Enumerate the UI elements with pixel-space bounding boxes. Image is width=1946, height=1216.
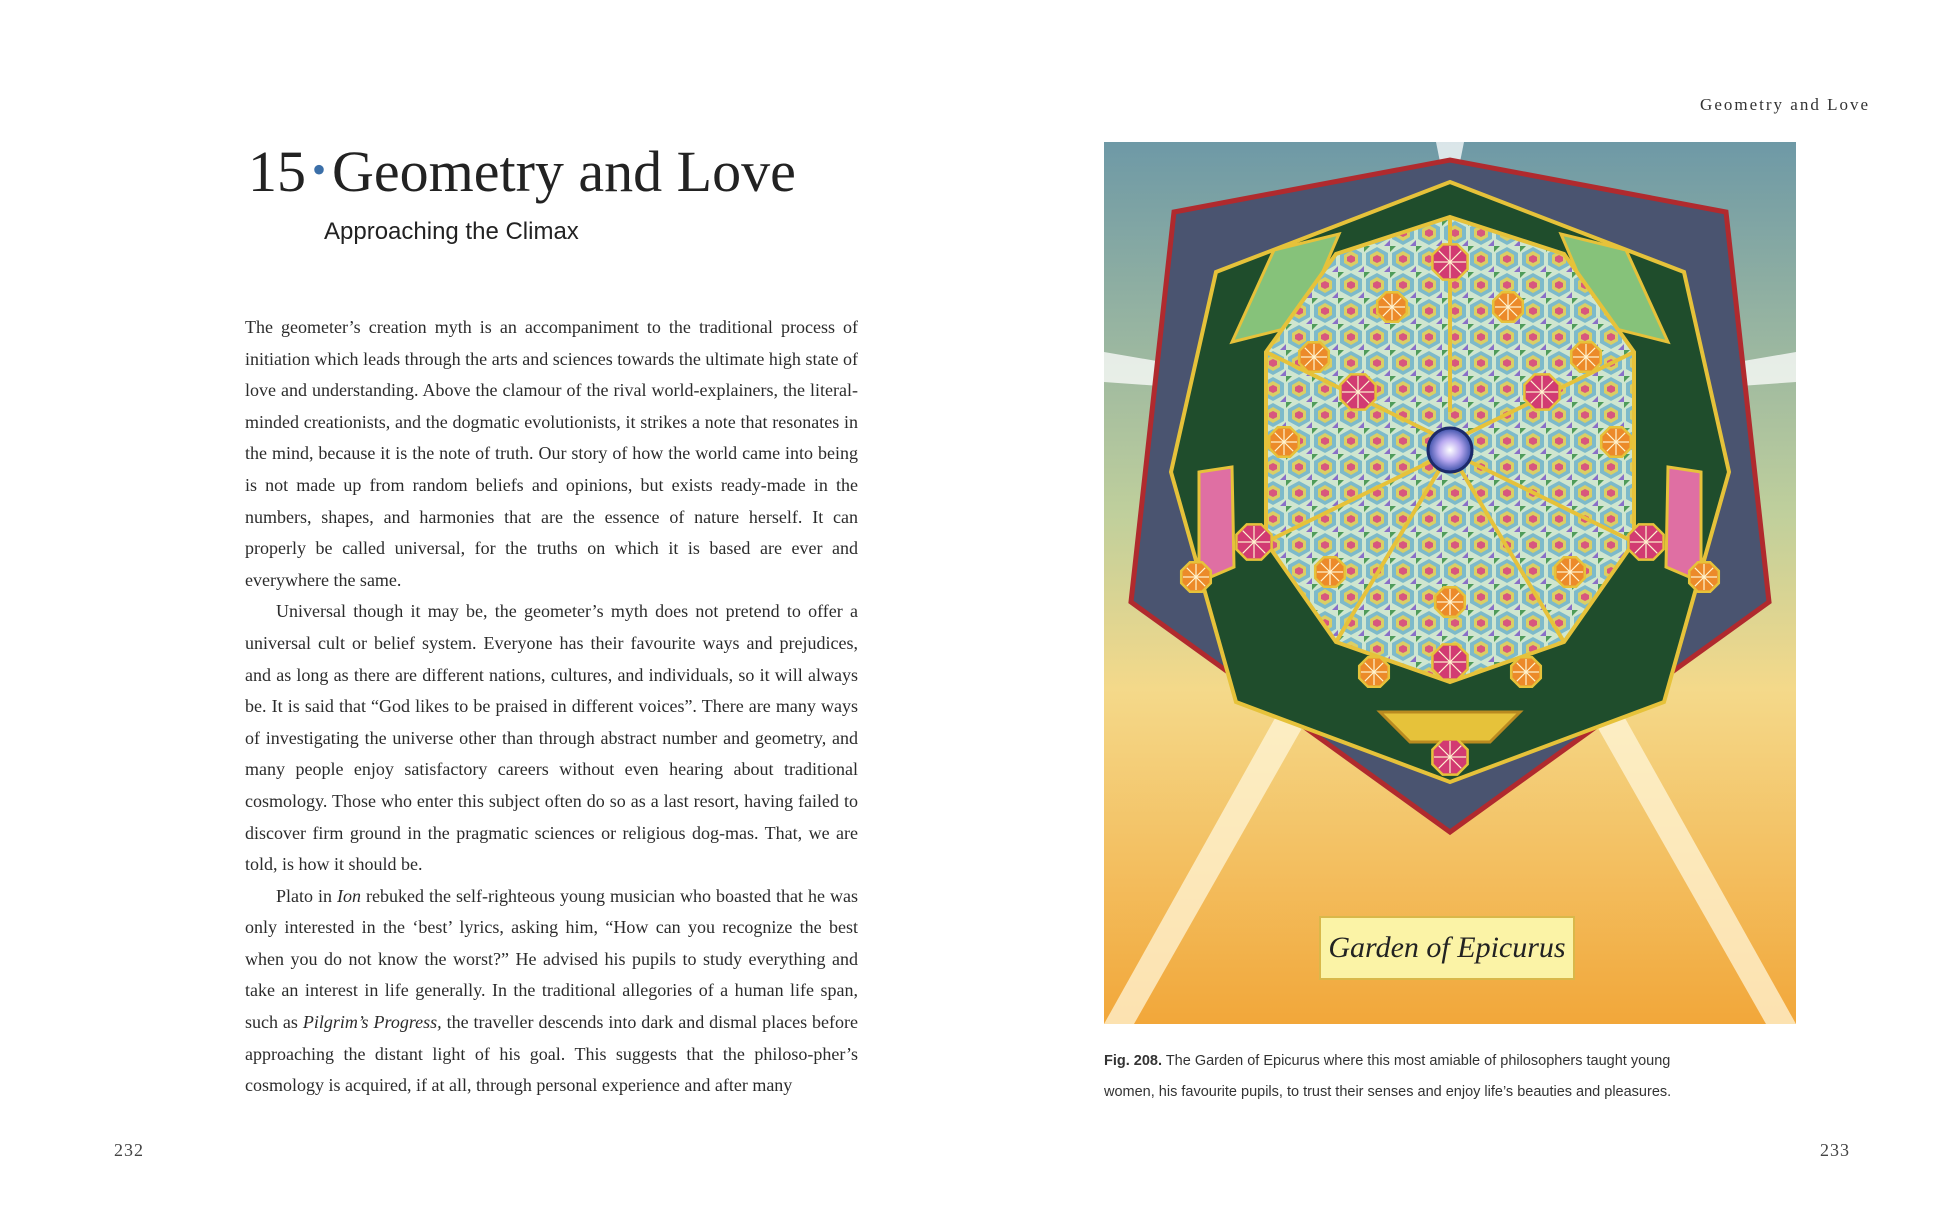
page-number-right: 233 <box>1820 1140 1850 1160</box>
rosette <box>1432 644 1467 679</box>
title-ion: Ion <box>337 885 362 906</box>
center-orb <box>1428 428 1472 472</box>
figure-garden-of-epicurus <box>1104 142 1796 1024</box>
rosette <box>1432 244 1467 279</box>
rosette <box>1628 524 1663 559</box>
rosette <box>1601 427 1631 457</box>
garden-of-epicurus-illustration <box>1104 142 1796 1024</box>
rosette <box>1269 427 1299 457</box>
caption-label: Fig. 208. <box>1104 1053 1163 1069</box>
paragraph-1 <box>245 312 858 596</box>
title-pilgrims-progress: Pilgrim’s Progress, <box>302 1012 442 1033</box>
chapter-title-text: Geometry and Love <box>332 139 796 204</box>
paragraph-2 <box>245 596 858 880</box>
caption-text: The Garden of Epicurus where this most amiable of philosophers taught young women, his favourite pupils, to trust their senses and enjoy life’s beauties and pleasures. <box>1104 1053 1672 1100</box>
chapter-subtitle: Approaching the Climax <box>324 218 579 245</box>
rosette <box>1377 292 1407 322</box>
rosette <box>1689 562 1719 592</box>
paragraph-3 <box>245 881 858 1102</box>
rosette <box>1511 657 1541 687</box>
rosette <box>1181 562 1211 592</box>
rosette <box>1359 657 1389 687</box>
rosette <box>1524 374 1559 409</box>
paragraph-2-text: Universal though it may be, the geometer’s myth does not pretend to offer a universal cult or belief system. Everyone has their favourite ways and prejudices, and as long as there are different nations, cultures, and individuals, so it will always be. It is said that “God likes to be praised in different voices”. There are many ways of investigating the universe other than through abstract number and geometry, and many people enjoy satisfactory careers without even hearing about traditional cosmology. Those who enter this subject often do so as a last resort, having failed to discover firm ground in the pragmatic sciences or religious dog-mas. That, we are told, is how it should be. <box>245 601 858 875</box>
rosette <box>1435 587 1465 617</box>
rosette <box>1236 524 1271 559</box>
chapter-number: 15 <box>248 139 306 204</box>
rosette <box>1493 292 1523 322</box>
paragraph-3-text-a: Plato in <box>276 885 338 906</box>
paragraph-3-text-b: rebuked the self-righteous young musician who boasted that he was only interested in the ‘best’ lyrics, asking him, “How can you recognize the best when you do not know the worst?” He advised his pupils to study everything and take an interest in life generally. In the traditional allegories of a human life span, such as <box>245 885 858 1033</box>
chapter-title <box>248 130 796 212</box>
figure-caption <box>1104 1046 1724 1108</box>
body-text <box>245 312 858 1102</box>
rosette <box>1432 739 1467 774</box>
page-number-left: 232 <box>114 1140 144 1160</box>
rosette <box>1340 374 1375 409</box>
figure-label: Garden of Epicurus <box>1328 931 1566 964</box>
rosette <box>1571 342 1601 372</box>
rosette <box>1315 557 1345 587</box>
paragraph-1-text: The geometer’s creation myth is an accompaniment to the traditional process of initiation which leads through the arts and sciences towards the ultimate high state of love and understanding. Above the clamour of the rival world-explainers, the literal-minded creationists, and the dogmatic evolutionists, it strikes a note that resonates in the mind, because it is the note of truth. Our story of how the world came into being is not made up from random beliefs and opinions, but exists ready-made in the numbers, shapes, and harmonies that are the essence of nature herself. It can properly be called universal, for the truths on which it is based are ever and everywhere the same. <box>245 317 858 590</box>
running-head: Geometry and Love <box>1700 95 1870 114</box>
paragraph-3-text-c: the traveller descends into dark and dismal places before approaching the distant light of his goal. This suggests that the philoso-pher’s cosmology is acquired, if at all, through personal experience and after many <box>245 1012 858 1096</box>
rosette <box>1555 557 1585 587</box>
bullet-icon: • <box>312 147 327 192</box>
rosette <box>1299 342 1329 372</box>
